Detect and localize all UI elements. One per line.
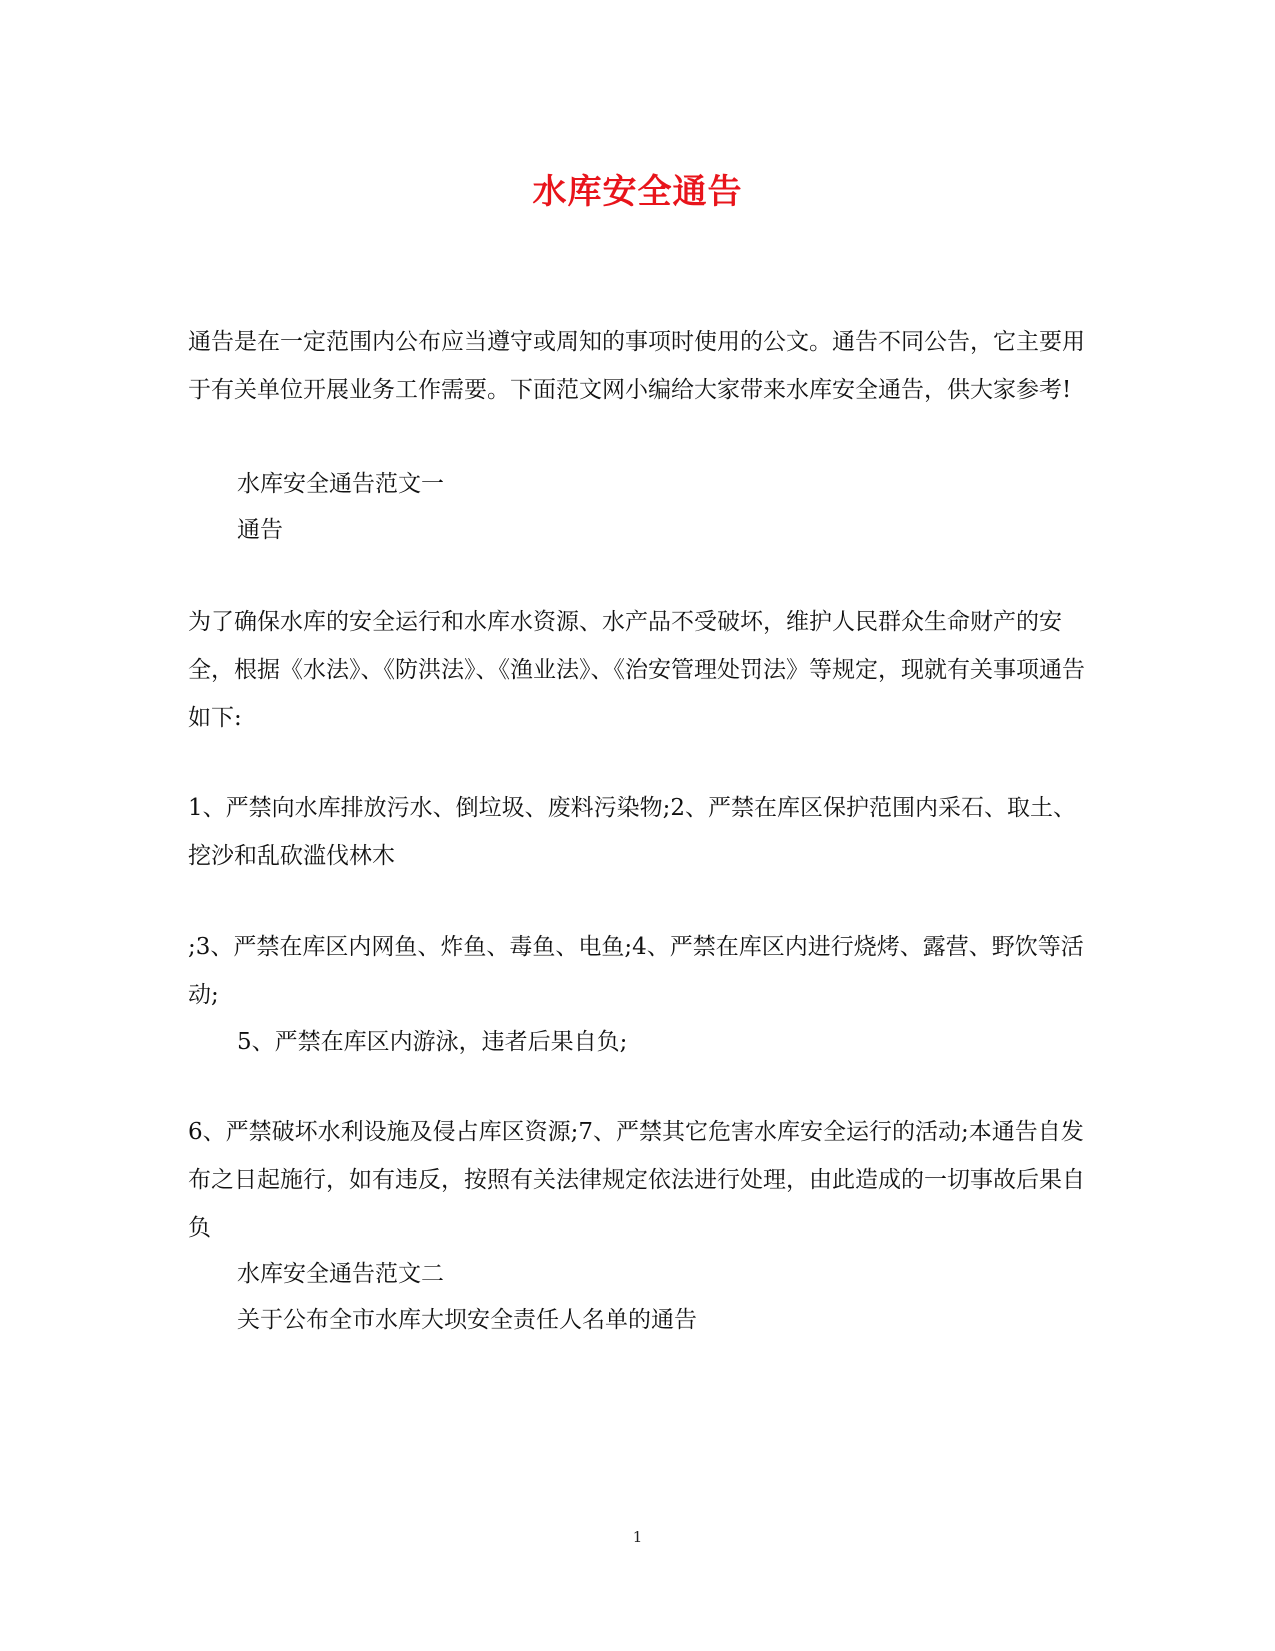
notice-heading: 通告: [237, 517, 283, 543]
notice-subtitle: 关于公布全市水库大坝安全责任人名单的通告: [237, 1307, 697, 1333]
section-heading-one: 水库安全通告范文一: [237, 471, 444, 497]
rules-paragraph-3: 5、严禁在库区内游泳，违者后果自负;: [237, 1029, 628, 1055]
intro-paragraph: 通告是在一定范围内公布应当遵守或周知的事项时使用的公文。通告不同公告，它主要用于有关单位开展业务工作需要。下面范文网小编给大家带来水库安全通告，供大家参考!: [188, 329, 1085, 403]
rules-paragraph-1: 1、严禁向水库排放污水、倒垃圾、废料污染物;2、严禁在库区保护范围内采石、取土、挖沙和乱砍滥伐林木: [188, 795, 1077, 869]
section-heading-two: 水库安全通告范文二: [237, 1261, 444, 1287]
rules-paragraph-2: ;3、严禁在库区内网鱼、炸鱼、毒鱼、电鱼;4、严禁在库区内进行烧烤、露营、野饮等活动;: [188, 934, 1084, 1008]
notice-preamble-paragraph: 为了确保水库的安全运行和水库水资源、水产品不受破坏，维护人民群众生命财产的安全，根据《水法》、《防洪法》、《渔业法》、《治安管理处罚法》等规定，现就有关事项通告如下:: [188, 609, 1085, 731]
document-title: 水库安全通告: [532, 172, 743, 212]
page-number: 1: [632, 1528, 643, 1546]
rules-paragraph-4: 6、严禁破坏水利设施及侵占库区资源;7、严禁其它危害水库安全运行的活动;本通告自发布之日起施行，如有违反，按照有关法律规定依法进行处理，由此造成的一切事故后果自负: [188, 1119, 1085, 1241]
